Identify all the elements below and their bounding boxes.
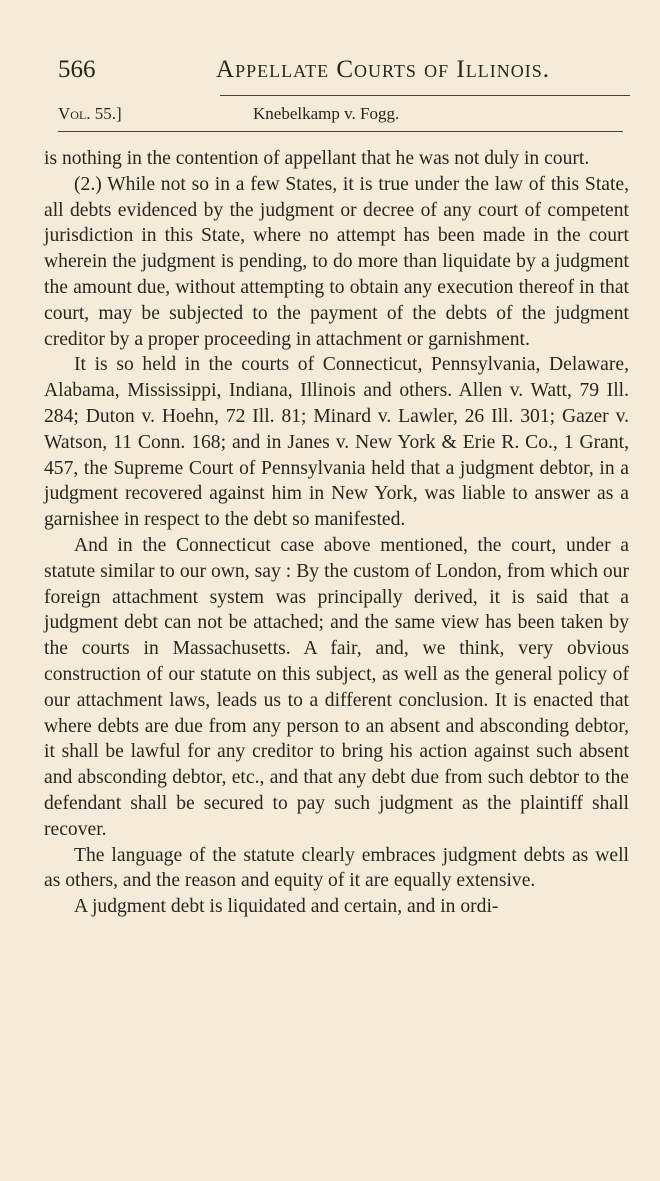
paragraph: A judgment debt is liquidated and certain, and in ordi- (74, 896, 499, 918)
page-header (58, 56, 550, 84)
case-name: Knebelkamp v. Fogg. (253, 104, 400, 123)
paragraph: is nothing in the contention of appellant that he was not duly in court. (44, 148, 590, 169)
paragraph: And in the Connecticut case above mentioned, the court, under a statute similar to our own, say : By the custom of London, from which our foreign attachment system was principally derived, it is said that a judgment debt can not be attached; and the same view has been taken by the courts in Massachusetts. A fair, and, we think, very obvious construction of our statute on this subject, as well as the general policy of our attachment laws, leads us to a different conclusion. It is enacted that where debts are due from any person to an absent and absconding debtor, it shall be lawful for any creditor to bring his action against such absent and absconding debtor, etc., and that any debt due from such debtor to the defendant shall be secured to pay such judgment as the plaintiff shall recover. (44, 534, 629, 840)
case-subheader (58, 104, 618, 124)
body-text (44, 146, 629, 920)
running-title: Appellate Courts of Illinois. (216, 56, 550, 83)
paragraph: It is so held in the courts of Connecticut, Pennsylvania, Delaware, Alabama, Mississippi, Indiana, Illinois and others. Allen v. Watt, 79 Ill. 284; Duton v. Hoehn, 72 Ill. 81; Minard v. Lawler, 26 Ill. 301; Gazer v. Watson, 11 Conn. 168; and in Janes v. New York & Erie R. Co., 1 Grant, 457, the Supreme Court of Pennsylvania held that a judgment debtor, in a judgment recovered against him in New York, was liable to answer as a garnishee in respect to the debt so manifested. (44, 354, 629, 531)
paragraph: (2.) While not so in a few States, it is true under the law of this State, all debts evidenced by the judgment or decree of any court of competent jurisdiction in this State, where no attempt has been made in the court wherein the judgment is pending, to do more than liquidate by a judgment the amount due, without attempting to obtain any execution thereof in that court, may be subjected to the payment of the debts of the judgment creditor by a proper proceeding in attachment or garnishment. (44, 173, 629, 350)
paragraph: The language of the statute clearly embraces judgment debts as well as others, and the reason and equity of it are equally extensive. (44, 844, 629, 892)
header-rule (220, 95, 630, 96)
page-number: 566 (58, 56, 96, 83)
subheader-rule (58, 131, 623, 132)
volume-label: Vol. 55.] (58, 104, 122, 123)
